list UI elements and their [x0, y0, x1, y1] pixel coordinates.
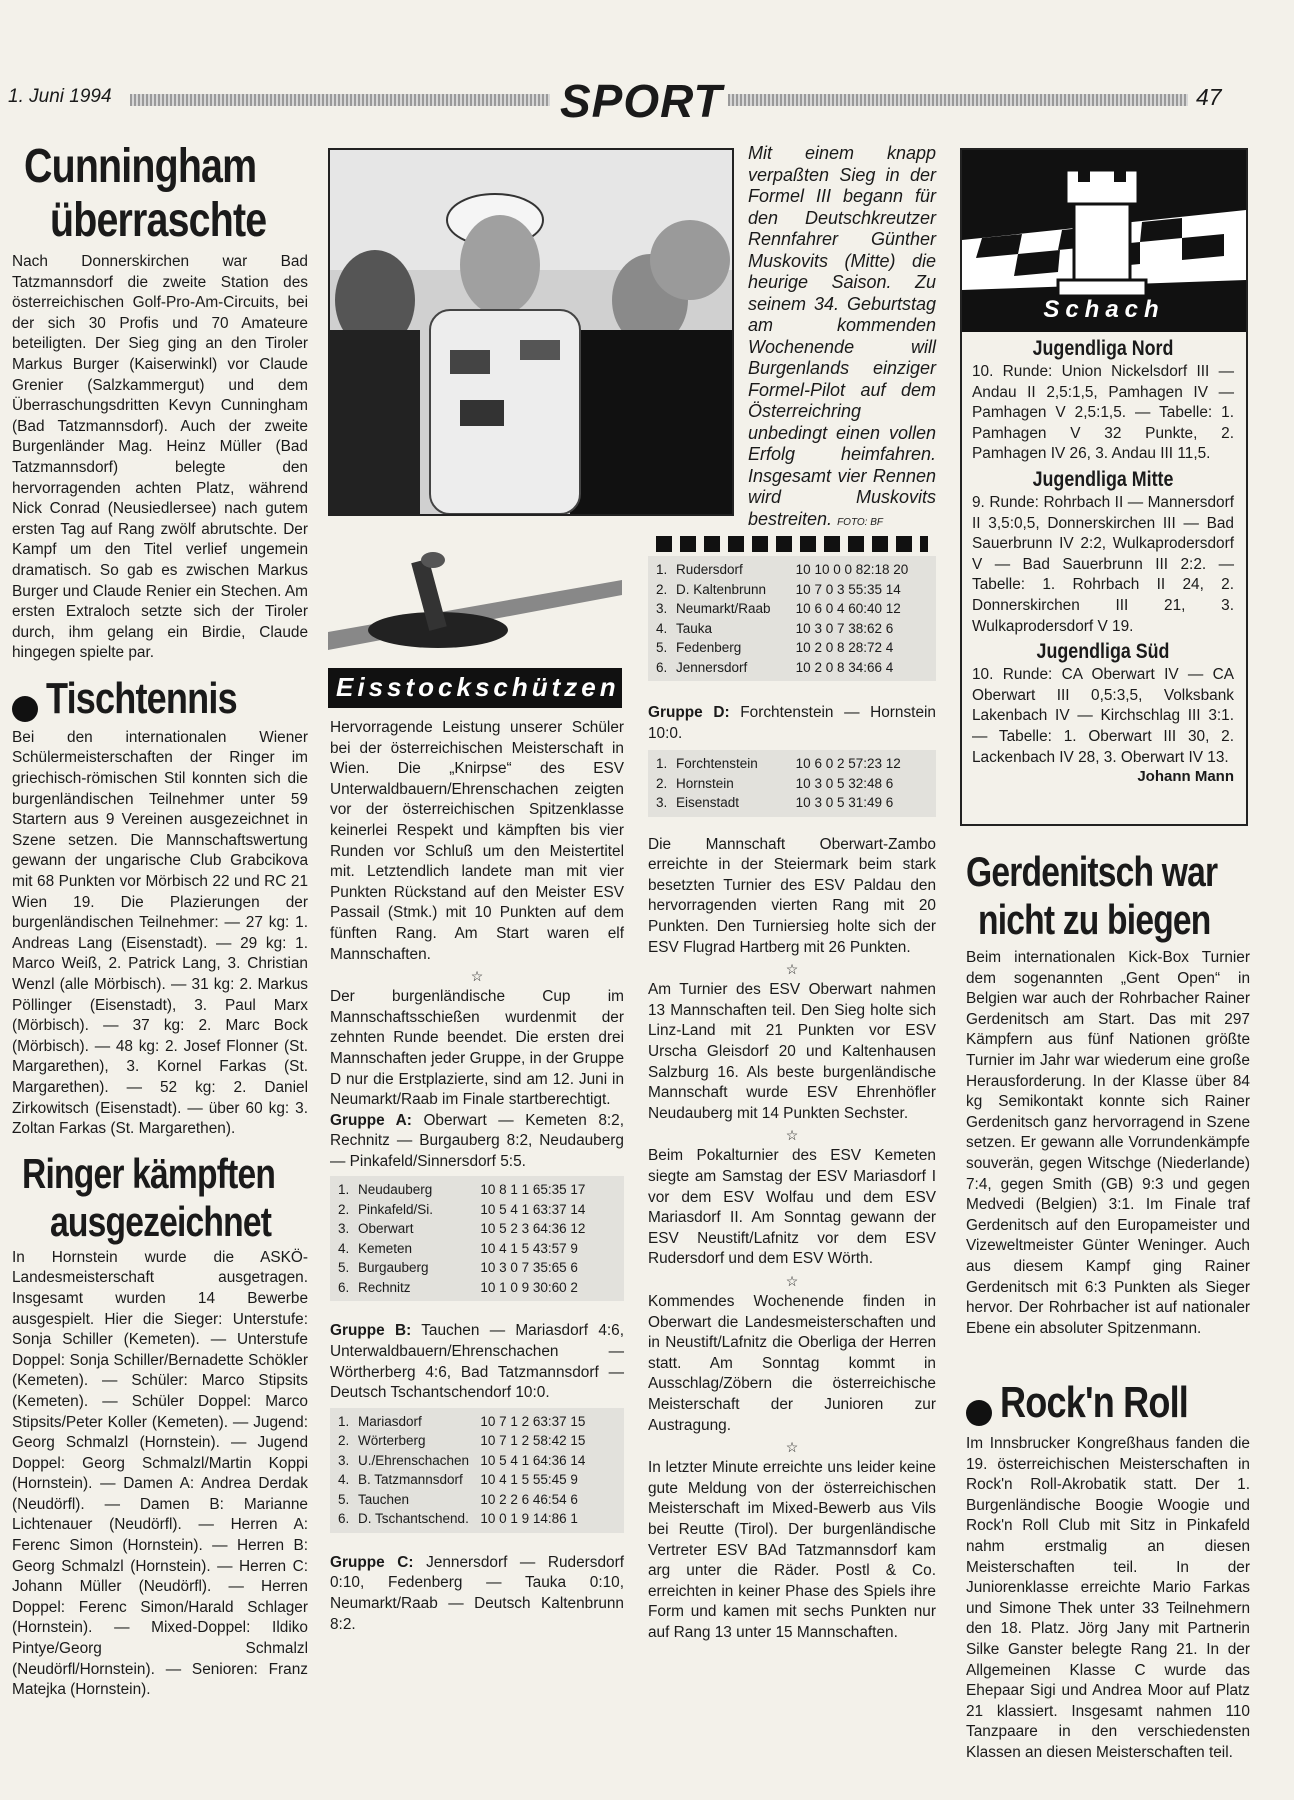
group-d-text: Forchtenstein — Hornstein 10:0.: [648, 704, 936, 742]
table-row: [656, 774, 928, 794]
table-row: [338, 1180, 616, 1200]
eisstock-intro: Hervorragende Leistung unserer Schüler bei der österreichischen Meisterschaft in Wien. Die „Knirpse“ des ESV Unterwaldbauern/Ehrenschachen zeigten vor der österreichischen Spitzenklasse keinerlei Respekt und kämpften bis vier Runden vor Schluß um den Meistertitel mit. Letztendlich landete man mit vier Punkten Rückstand auf den Meister ESV Passail (Stmk.) mit 10 Punkten auf dem fünften Rang. Am Start waren elf Mannschaften.: [330, 719, 624, 963]
team-cell: Burgauberg: [358, 1260, 429, 1276]
rank-cell: 6.: [338, 1511, 350, 1527]
schach-content: [962, 332, 1246, 785]
rank-cell: 1.: [656, 562, 668, 577]
table-row: [338, 1200, 616, 1220]
team-cell: D. Tschantschend.: [358, 1511, 469, 1527]
team-cell: B. Tatzmannsdorf: [358, 1472, 463, 1488]
column-3: [648, 536, 936, 1643]
ringer-article: In Hornstein wurde die ASKÖ-Landesmeisterschaft ausgetragen. Insgesamt wurden 14 Bewerbe ausgespielt. Hier die Sieger: Unterstufe: Sonja Schiller (Kemeten). — Unterstufe Doppel: Sonja Schiller/Bernadette Schökler (Kemeten). — Schüler: Marco Stipsits (Kemeten). — Schüler Doppel: Marco Stipsits/Peter Koller (Kemeten). — Jugend: Georg Schmalzl (Hornstein). — Jugend Doppel: Georg Schmalzl/Martin Koppi (Hornstein). — Damen A: Andrea Derdak (Neudörfl). — Damen B: Marianne Lichtenauer (Neudörfl). — Herren A: Ferenc Simon (Hornstein). — Herren B: Georg Schmalzl (Hornstein). — Herren C: Johann Müller (Neudörfl). — Herren Doppel: Ferenc Simon/Harald Schlager (Hornstein). — Mixed-Doppel: Ildiko Pintye/Georg Schmalzl (Neudörfl/Hornstein). — Senioren: Franz Matejka (Hornstein).: [12, 1248, 308, 1699]
column-1: [12, 140, 308, 1701]
rocknroll-title: Rock'n Roll: [1000, 1378, 1188, 1427]
rank-cell: 5.: [338, 1491, 350, 1507]
table-row: [338, 1412, 616, 1432]
stats-cell: 10 10 0 0 82:18 20: [795, 562, 909, 577]
ringer-headline-1: Ringer kämpften: [22, 1149, 276, 1197]
tischtennis-article: Bei den internationalen Wiener Schülermeisterschaften der Ringer im griechisch-römischen Stil konnten sich die burgenländischen Teilnehmer unter 59 Startern aus 9 Vereinen ausgezeichnet in Szene setzen. Die Mannschaftswertung gewann der ungarische Club Grabcikova mit 68 Punkten vor Mörbisch 22 und RC 21 Wien 19. Die Plazierungen der burgenländischen Teilnehmer: — 27 kg: 1. Andreas Lang (Eisenstadt). — 29 kg: 1. Marco Weiß, 2. Patrick Lang, 3. Christian Wenzl (alle Mörbisch). — 31 kg: 2. Markus Pöllinger (Eisenstadt), 3. Paul Marx (Mörbisch). — 37 kg: 2. Marc Bock (Mörbisch). — 48 kg: 2. Josef Flonner (St. Margarethen), 3. Kornel Farkas (St. Margarethen). — 52 kg: 2. Daniel Zirkowitsch (Eisenstadt). — über 60 kg: 3. Zoltan Farkas (St. Margarethen).: [12, 728, 308, 1138]
table-row: [338, 1278, 616, 1298]
kickbox-headline-1: Gerdenitsch war: [966, 848, 1218, 895]
table-row: [656, 599, 928, 619]
team-cell: Neudauberg: [358, 1182, 433, 1198]
team-cell: D. Kaltenbrunn: [676, 581, 767, 597]
separator-star-icon: ☆: [785, 1127, 799, 1144]
team-cell: Forchtenstein: [676, 756, 758, 772]
rocknroll-heading: [966, 1376, 1250, 1430]
kickbox-text: Beim internationalen Kick-Box Turnier dem sogenannten „Gent Open“ in Belgien war auch der Rohrbacher Rainer Gerdenitsch am Start. Das mit 297 Kämpfern aus fünf Nationen größte Turnier im Jahr war wiederum eine große Herausforderung. In der Klasse über 84 kg Semikontakt konnte sich Rainer Gerdenitsch ganz hervorragend in Szene setzen. Er gewann alle Vorrundenkämpfe souverän, gegen Witschge (Niederlande) 7:4, gegen Smith (GB) 9:3 und gegen Medvedi (Belgien) 3:1. Im Finale traf Gerdenitsch auf den Europameister und Vizeweltmeister Günter Weninger. Auch aus diesem Kampf ging Rainer Gerdenitsch mit 6:3 Punkten als Sieger hervor. Der Rohrbacher ist auf nationaler Ebene ein absoluter Spitzenmann.: [966, 949, 1250, 1337]
rank-cell: 2.: [338, 1433, 350, 1449]
page-number: 47: [1196, 84, 1222, 110]
stats-cell: 10 6 0 4 60:40 12: [795, 601, 901, 616]
stats-cell: 10 2 2 6 46:54 6: [480, 1491, 578, 1507]
table-row: [656, 580, 928, 600]
group-c-label: Gruppe C:: [330, 1553, 414, 1571]
separator-star-icon: ☆: [470, 968, 484, 985]
eisstock-oberwart: Am Turnier des ESV Oberwart nahmen 13 Mannschaften teil. Den Sieg holte sich Linz-Land mit 21 Punkten vor ESV Urscha Gleisdorf 20 und Kaltenhausen Salzburg 16. Als beste burgenländische Mannschaft wurde ESV Ehrenhöfler Neudauberg mit 14 Punkten Sechster.: [648, 981, 936, 1122]
checker-rule: [656, 536, 928, 552]
rank-cell: 4.: [656, 620, 668, 636]
jugendliga-mitte-text: 9. Runde: Rohrbach II — Mannersdorf II 3,5:0,5, Donnerskirchen III — Bad Sauerbrunn IV 2:2, Wulkaprodersdorf V — Bad Sauerbrunn III 2:2. — Tabelle: 1. Rohrbach II 24, 2. Donnerskirchen III 21, 3. Wulkaprodersdorf V 19.: [972, 493, 1234, 635]
race-photo: [328, 148, 734, 516]
team-cell: Jennersdorf: [676, 659, 748, 675]
team-cell: Kemeten: [358, 1240, 413, 1256]
rank-cell: 2.: [338, 1201, 350, 1217]
tischtennis-heading: [12, 672, 308, 726]
rocknroll-article: [966, 1376, 1250, 1764]
rank-cell: 6.: [656, 659, 668, 675]
jugendliga-nord-title: Jugendliga Nord: [1032, 337, 1174, 360]
eisstock-weekend: Kommendes Wochenende finden in Oberwart die Landesmeisterschaften und in Neustift/Lafnitz die Oberliga der Herren statt. Am Sonntag kommt in Ausschlag/Zöbern die österreichische Meisterschaft der Junioren zur Austragung.: [648, 1292, 936, 1434]
stats-cell: 10 0 1 9 14:86 1: [480, 1511, 578, 1527]
group-c-text: Jennersdorf — Rudersdorf 0:10, Fedenberg — Tauka 0:10, Neumarkt/Raab — Deutsch Kaltenbrunn 8:2.: [330, 1553, 624, 1633]
golf-headline-1: Cunningham: [24, 140, 257, 193]
rank-cell: 5.: [656, 640, 668, 655]
jugendliga-mitte-title: Jugendliga Mitte: [1032, 467, 1174, 491]
rank-cell: 4.: [338, 1472, 350, 1488]
table-row: [338, 1490, 616, 1510]
separator-star-icon: ☆: [785, 961, 799, 978]
team-cell: Fedenberg: [676, 640, 742, 655]
ringer-headline-2: ausgezeichnet: [50, 1197, 272, 1245]
group-d-standings: [656, 754, 928, 813]
team-cell: Rudersdorf: [676, 562, 743, 577]
group-a-results: [330, 1111, 624, 1173]
group-a-standings: [338, 1180, 616, 1297]
golf-headline-2: überraschte: [50, 194, 267, 247]
team-cell: U./Ehrenschachen: [358, 1452, 470, 1468]
table-row: [338, 1431, 616, 1451]
schach-logo: [962, 150, 1246, 332]
rank-cell: 3.: [338, 1221, 350, 1237]
issue-date: 1. Juni 1994: [8, 86, 112, 107]
bullet-icon: [12, 696, 38, 722]
rocknroll-text: Im Innsbrucker Kongreßhaus fanden die 19. österreichischen Meisterschaften in Rock'n Roll-Akrobatik statt. Der 1. Burgenländische Boogie Woogie und Rock'n Roll Club mit Sitz in Pinkafeld nahm erstmalig an diesen Meisterschaften teil. In der Juniorenklasse erreichte Mario Farkas und Simone Thek unter 33 Teilnehmern den 18. Platz. Jörg Jany mit Partnerin Silke Ganster belegte Rang 21. In der Allgemeinen Klasse C wurde das Ehepaar Sigi und Andrea Moor auf Platz 21 klassiert. Insgesamt nahmen 110 Tanzpaare in den verschiedensten Klassen an diesen Meisterschaften teil.: [966, 1435, 1250, 1761]
tischtennis-title: Tischtennis: [46, 673, 237, 723]
stats-cell: 10 5 4 1 64:36 14: [480, 1452, 586, 1468]
schach-author: Johann Mann: [1137, 768, 1234, 786]
section-title: SPORT: [560, 75, 723, 127]
stats-cell: 10 5 2 3 64:36 12: [480, 1221, 586, 1237]
rank-cell: 6.: [338, 1279, 350, 1295]
table-row: [338, 1451, 616, 1471]
golf-article: Nach Donnerskirchen war Bad Tatzmannsdorf die zweite Station des österreichischen Golf-Pro-Am-Circuits, bei der sich 30 Profis und 70 Amateure beteiligten. Der Sieg ging an den Tiroler Markus Burger (Kaiserwinkl) vor Claude Grenier (Salzkammergut) und dem Überraschungsdritten Kevyn Cunningham (Bad Tatzmannsdorf). Auch der zweite Burgenländer Mag. Heinz Müller (Bad Tatzmannsdorf) belegte den hervorragenden achten Platz, während Nick Conrad (Neusiedlersee) nach gutem ersten Tag auf Rang zwölf abrutschte. Der Kampf um den Titel verlief ungemein dramatisch. So gab es zwischen Markus Burger und Claude Renier ein Stechen. Am ersten Extraloch setzte sich der Tiroler durch, ihm gelang ein Birdie, Claude hingegen spielte par.: [12, 253, 308, 662]
group-a-label: Gruppe A:: [330, 1111, 412, 1129]
rank-cell: 2.: [656, 775, 668, 791]
photo-caption-text: Mit einem knapp verpaßten Sieg in der Formel III begann für den Deutschkreutzer Rennfahrer Günther Muskovits (Mitte) die heurige Saison. Zu seinem 34. Geburtstag am kommenden Wochenende will Burgenlands einziger Formel-Pilot auf dem Österreichring unbedingt einen vollen Erfolg heimfahren. Insgesamt vier Rennen wird Muskovits bestreiten.: [748, 143, 936, 529]
stats-cell: 10 3 0 5 32:48 6: [795, 775, 894, 791]
schach-logo-label: Schach: [1043, 296, 1165, 323]
rank-cell: 1.: [338, 1182, 350, 1198]
eisstock-kemeten: Beim Pokalturnier des ESV Kemeten siegte am Samstag der ESV Mariasdorf I vor dem ESV Wolfau und dem ESV Mariasdorf II. Am Sonntag gewann der ESV Neustift/Lafnitz vor dem ESV Rudersdorf und dem ESV Wörth.: [648, 1147, 936, 1268]
table-row: [338, 1509, 616, 1529]
group-b-text: Tauchen — Mariasdorf 4:6, Unterwaldbauern/Ehrenschachen — Wörtherberg 4:6, Bad Tatzmannsdorf — Deutsch Tschantschendorf 10:0.: [330, 1322, 624, 1402]
group-b-table: [330, 1408, 624, 1533]
team-cell: Tauka: [676, 620, 713, 636]
curling-stone-icon: [328, 540, 622, 670]
stats-cell: 10 3 0 5 31:49 6: [795, 795, 894, 811]
photo-credit: FOTO: BF: [837, 516, 884, 528]
column-2: [330, 718, 624, 1635]
group-d-table: [648, 750, 936, 817]
stats-cell: 10 4 1 5 43:57 9: [480, 1240, 578, 1256]
group-c-results: [330, 1553, 624, 1635]
stats-cell: 10 8 1 1 65:35 17: [480, 1182, 586, 1198]
kickbox-article: [966, 848, 1250, 1339]
team-cell: Neumarkt/Raab: [676, 601, 771, 616]
eisstock-vils: In letzter Minute erreichte uns leider keine gute Meldung von der österreichischen Meisterschaft im Mixed-Bewerb aus Vils bei Reutte (Tirol). Der burgenländische Vertreter ESV BAd Tatzmannsdorf kam arg unter die Räder. Postl & Co. erreichten in keiner Phase des Spiels ihre Form und kamen mit sechs Punkten nur auf Rang 13 unter 15 Mannschaften.: [648, 1459, 936, 1641]
table-row: [656, 658, 928, 678]
schach-box: [960, 148, 1248, 826]
photo-drawing: [330, 150, 732, 514]
separator-star-icon: ☆: [785, 1272, 799, 1289]
team-cell: Hornstein: [676, 775, 734, 791]
table-row: [656, 560, 928, 580]
eisstock-logo-label: Eisstockschützen: [328, 668, 622, 708]
stats-cell: 10 7 1 2 58:42 15: [480, 1433, 586, 1449]
stats-cell: 10 7 0 3 55:35 14: [795, 581, 901, 597]
stats-cell: 10 3 0 7 35:65 6: [480, 1260, 578, 1276]
stats-cell: 10 6 0 2 57:23 12: [795, 756, 901, 772]
team-cell: Pinkafeld/Si.: [358, 1201, 434, 1217]
rank-cell: 3.: [338, 1452, 350, 1468]
rank-cell: 4.: [338, 1240, 350, 1256]
team-cell: Mariasdorf: [358, 1413, 422, 1429]
photo-caption: [748, 143, 936, 533]
stats-cell: 10 5 4 1 63:37 14: [480, 1201, 586, 1217]
jugendliga-sued-title: Jugendliga Süd: [1036, 640, 1170, 664]
table-row: [338, 1258, 616, 1278]
header-rule-right: [728, 94, 1188, 106]
table-row: [656, 638, 928, 658]
team-cell: Rechnitz: [358, 1279, 411, 1295]
group-c-table: [648, 556, 936, 681]
group-b-label: Gruppe B:: [330, 1322, 412, 1340]
stats-cell: 10 2 0 8 34:66 4: [795, 659, 894, 675]
group-a-text: Oberwart — Kemeten 8:2, Rechnitz — Burgauberg 8:2, Neudauberg — Pinkafeld/Sinnersdorf 5:5.: [330, 1111, 624, 1170]
bullet-icon: [966, 1400, 992, 1426]
team-cell: Tauchen: [358, 1491, 410, 1507]
rank-cell: 2.: [656, 581, 668, 597]
rank-cell: 3.: [656, 795, 668, 811]
eisstock-paldau: Die Mannschaft Oberwart-Zambo erreichte in der Steiermark beim stark besetzten Turnier des ESV Paldau den hervorragenden vierten Rang mit 20 Punkten. Den Turniersieg holte sich der ESV Flugrad Hartberg mit 26 Punkten.: [648, 835, 936, 956]
rank-cell: 3.: [656, 601, 668, 616]
rank-cell: 1.: [656, 756, 668, 772]
header-rule-left: [130, 94, 550, 106]
group-b-standings: [338, 1412, 616, 1529]
separator-star-icon: ☆: [785, 1439, 799, 1456]
group-d-label: Gruppe D:: [648, 704, 730, 721]
group-c-standings: [656, 560, 928, 677]
table-row: [338, 1219, 616, 1239]
stats-cell: 10 7 1 2 63:37 15: [480, 1413, 586, 1429]
table-row: [656, 619, 928, 639]
table-row: [338, 1470, 616, 1490]
team-cell: Oberwart: [358, 1221, 414, 1237]
stats-cell: 10 3 0 7 38:62 6: [795, 620, 894, 636]
eisstock-logo: [328, 540, 622, 710]
group-b-results: [330, 1321, 624, 1403]
stats-cell: 10 2 0 8 28:72 4: [795, 640, 894, 655]
table-row: [338, 1239, 616, 1259]
eisstock-cup: Der burgenländische Cup im Mannschaftsschießen wurdenmit der zehnten Runde beendet. Die ersten drei Mannschaften jeder Gruppe, in der Gruppe D nur die Erstplazierte, sind am 12. Juni in Neumarkt/Raab im Finale startberechtigt.: [330, 988, 624, 1109]
kickbox-headline-2: nicht zu biegen: [978, 896, 1211, 943]
table-row: [656, 793, 928, 813]
jugendliga-nord-text: 10. Runde: Union Nickelsdorf III — Andau II 2,5:1,5, Pamhagen IV — Pamhagen V 2,5:1,5. — Tabelle: 1. Pamhagen V 32 Punkte, 2. Pamhagen IV 26, 3. Andau III 11,5.: [972, 363, 1234, 463]
stats-cell: 10 4 1 5 55:45 9: [480, 1472, 578, 1488]
team-cell: Eisenstadt: [676, 795, 740, 811]
stats-cell: 10 1 0 9 30:60 2: [480, 1279, 578, 1295]
table-row: [656, 754, 928, 774]
rank-cell: 1.: [338, 1413, 350, 1429]
jugendliga-sued-text: 10. Runde: CA Oberwart IV — CA Oberwart III 0,5:3,5, Volksbank Lakenbach IV — Kirchschlag III 3:1. — Tabelle: 1. Oberwart III 30, 2. Lackenbach IV 28, 3. Oberwart IV 13.: [972, 666, 1234, 766]
group-d-results: [648, 703, 936, 744]
group-a-table: [330, 1176, 624, 1301]
team-cell: Wörterberg: [358, 1433, 426, 1449]
rank-cell: 5.: [338, 1260, 350, 1276]
